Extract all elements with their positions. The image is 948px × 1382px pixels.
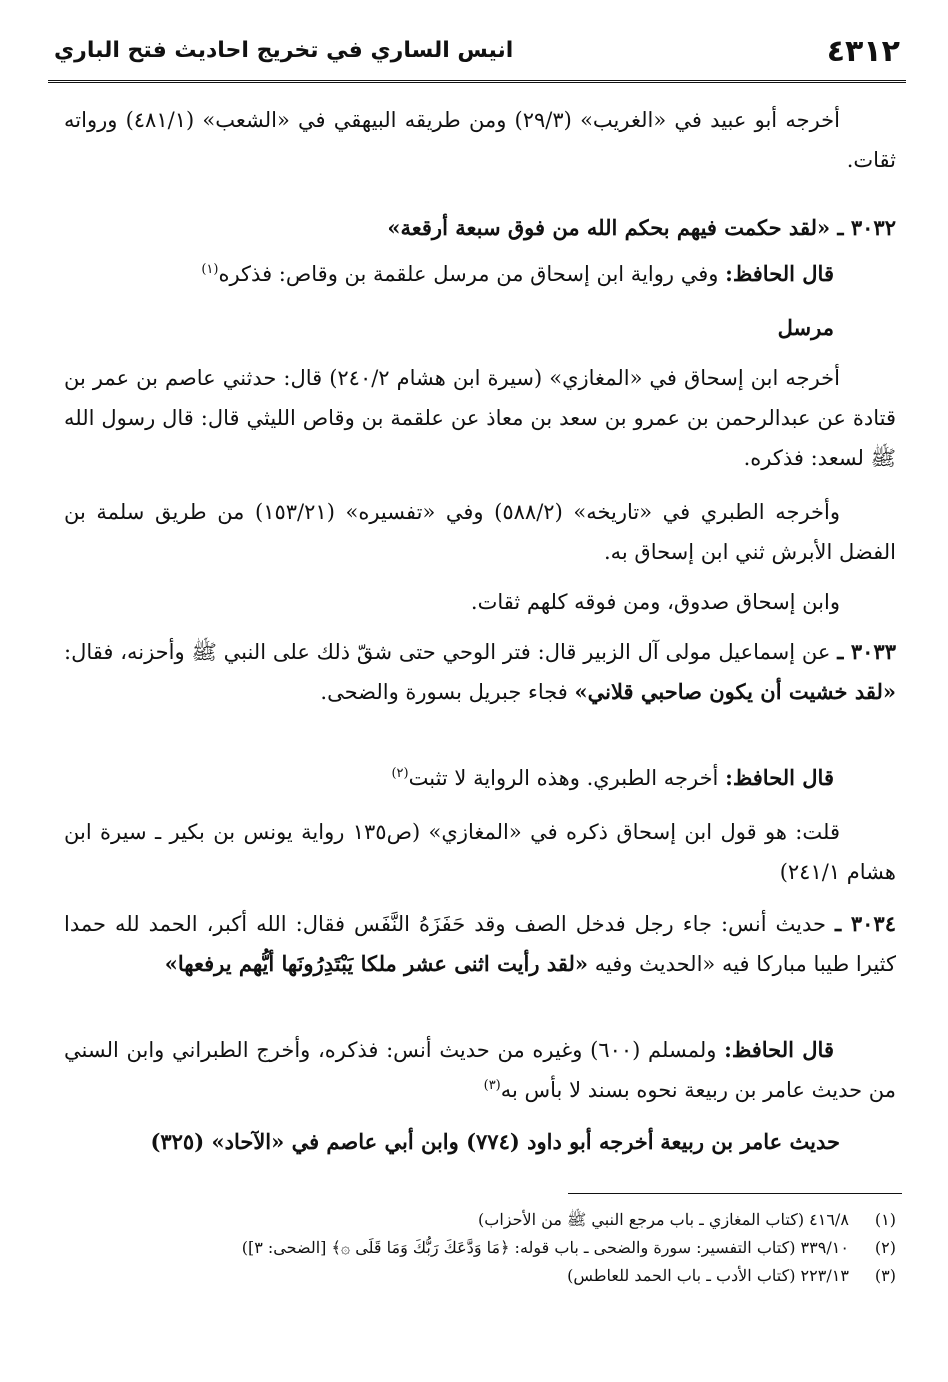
hadith-quote: «لقد خشيت أن يكون صاحبي قلاني» — [574, 679, 896, 704]
hadith-text: «لقد حكمت فيهم بحكم الله من فوق سبعة أرقعة» — [387, 215, 831, 240]
footnote-ref-2: (٢) — [391, 766, 409, 781]
hadith-quote: «لقد رأيت اثنى عشر ملكا يَبْتَدِرُونَها أيُّهم يرفعها» — [164, 951, 588, 976]
footnote-number: (١) — [874, 1210, 896, 1229]
hadith-number: ٣٠٣٤ ـ — [835, 911, 896, 936]
paragraph-qultu: قلت: هو قول ابن إسحاق ذكره في «المغازي» (ص١٣٥ رواية يونس بن بكير ـ سيرة ابن هشام ٢٤١/١) — [64, 820, 896, 884]
hafiz-label: قال الحافظ: — [725, 261, 834, 286]
hadith-3032-heading — [64, 208, 896, 248]
hadith-number: ٣٠٣٣ ـ — [837, 639, 896, 664]
hafiz-label: قال الحافظ: — [725, 765, 834, 790]
hafiz-note-3033: قال الحافظ: أخرجه الطبري. وهذه الرواية لا تثبت$^{(٢)}$ — [391, 765, 834, 790]
running-title: انيس الساري في تخريج احاديث فتح الباري — [54, 38, 514, 63]
footnote-2 — [64, 1234, 896, 1262]
footnote-1 — [64, 1206, 896, 1234]
hadith-3034: ٣٠٣٤ ـ حديث أنس: جاء رجل فدخل الصف وقد حَفَزَهُ النَّفَس فقال: الله أكبر، الحمد لله حمدا كثيرا طيبا مباركا فيه «الحديث وفيه «لقد رأيت اثنى عشر ملكا يَبْتَدِرُونَها أيُّهم يرفعها» — [64, 911, 896, 976]
grade-mursal: مرسل — [777, 315, 834, 340]
paragraph-amir: حديث عامر بن ربيعة أخرجه أبو داود (٧٧٤) وابن أبي عاصم في «الآحاد» (٣٢٥) — [150, 1129, 840, 1154]
hadith-number: ٣٠٣٢ ـ — [837, 215, 896, 240]
footnote-divider — [568, 1193, 902, 1194]
paragraph-gharib: أخرجه أبو عبيد في «الغريب» (٢٩/٣) ومن طريقه البيهقي في «الشعب» (٤٨١/١) ورواته ثقات. — [64, 108, 896, 172]
footnote-text: ٤١٦/٨ (كتاب المغازي ـ باب مرجع النبي ﷺ من الأحزاب) — [478, 1210, 849, 1229]
page-header — [48, 28, 906, 83]
footnote-3 — [64, 1262, 896, 1290]
footnote-text: ٣٣٩/١٠ (كتاب التفسير: سورة والضحى ـ باب قوله: ﴿مَا وَدَّعَكَ رَبُّكَ وَمَا قَلَى ۞﴾ [الضحى: ٣]) — [241, 1238, 849, 1257]
paragraph-ibn-ishaq: أخرجه ابن إسحاق في «المغازي» (سيرة ابن هشام ٢٤٠/٢) قال: حدثني عاصم بن عمر بن قتادة عن عبدالرحمن بن عمرو بن سعد بن معاذ عن علقمة بن وقاص الليثي قال: قال رسول الله ﷺ لسعد: فذكره. — [64, 366, 896, 470]
hafiz-note-3034: قال الحافظ: ولمسلم (٦٠٠) وغيره من حديث أنس: فذكره، وأخرج الطبراني وابن السني من حديث عامر بن ربيعة نحوه بسند لا بأس به$^{(٣)}$ — [64, 1037, 896, 1102]
paragraph-grading: وابن إسحاق صدوق، ومن فوقه كلهم ثقات. — [470, 590, 840, 614]
footnote-ref-3: (٣) — [483, 1078, 501, 1093]
hafiz-note-3032: قال الحافظ: وفي رواية ابن إسحاق من مرسل علقمة بن وقاص: فذكره$^{(١)}$ — [201, 261, 834, 286]
page-number: ٤٣١٢ — [826, 34, 900, 69]
paragraph-tabari: وأخرجه الطبري في «تاريخه» (٥٨٨/٢) وفي «تفسيره» (١٥٣/٢١) من طريق سلمة بن الفضل الأبرش ثني ابن إسحاق به. — [64, 500, 896, 564]
hadith-3033: ٣٠٣٣ ـ عن إسماعيل مولى آل الزبير قال: فتر الوحي حتى شقّ ذلك على النبي ﷺ وأحزنه، فقال: «لقد خشيت أن يكون صاحبي قلاني» فجاء جبريل بسورة والضحى. — [64, 639, 896, 704]
footnote-number: (٣) — [874, 1266, 896, 1285]
footnote-ref-1: (١) — [201, 262, 219, 277]
hafiz-label: قال الحافظ: — [724, 1037, 834, 1062]
footnote-text: ٢٢٣/١٣ (كتاب الأدب ـ باب الحمد للعاطس) — [567, 1266, 849, 1285]
footnote-number: (٢) — [874, 1238, 896, 1257]
